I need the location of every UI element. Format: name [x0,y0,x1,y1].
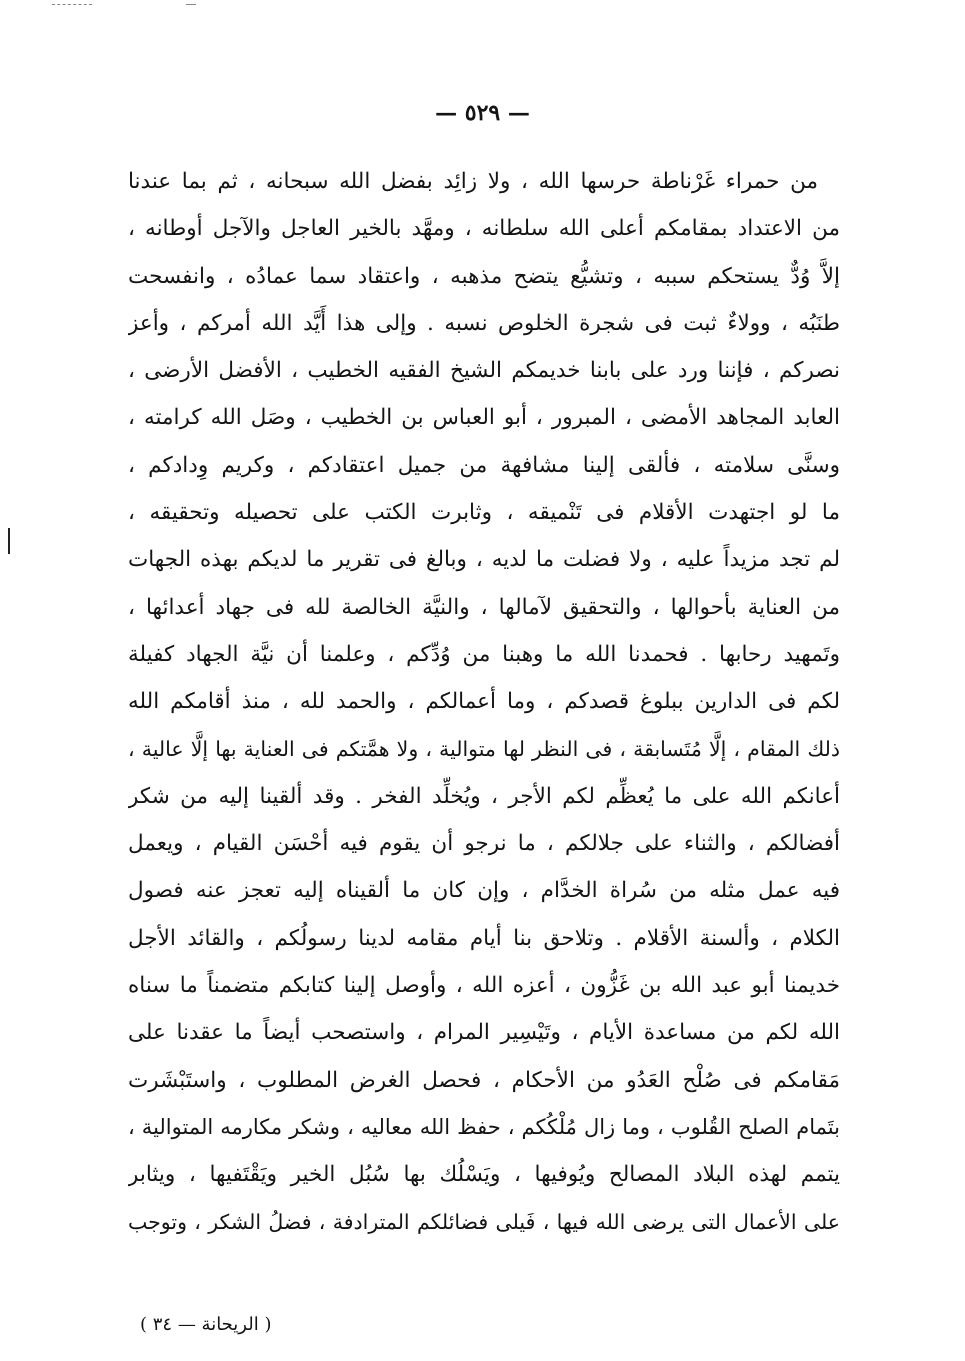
text-line: من الاعتداد بمقامكم أعلى الله سلطانه ، ومهَّد بالخير العاجل والآجل أوطانه ، [128,216,840,242]
text-line: فيه عمل مثله من سُراة الخدَّام ، وإن كان ما ألقيناه إليه تعجز عنه فصول [128,878,840,904]
text-line: خديمنا أبو عبد الله بن غَزُّون ، أعزه الله ، وأوصل إلينا كتابكم متضمناً ما سناه [128,973,840,999]
text-line: من حمراء غَرْناطة حرسها الله ، ولا زائِد بفضل الله سبحانه ، ثم بما عندنا [128,169,818,194]
scan-edge-mark-2 [186,4,196,5]
text-line: وسنَّى سلامته ، فألقى إلينا مشافهة من جميل اعتقادكم ، وكريم وِدادكم ، [128,452,840,478]
text-line: يتمم لهذه البلاد المصالح ويُوفيها ، ويَسْلُك بها سُبُل الخير ويَقْتَفيها ، ويثابر [128,1162,840,1188]
text-line: بتَمام الصلح القُلوب ، وما زال مُلْكُكم ، حفظ الله معاليه ، وشكر مكارمه المتوالية ، [128,1114,840,1139]
text-line: إلاَّ وُدٌّ يستحكم سببه ، وتشيُّع يتضح مذهبه ، واعتقاد سما عمادُه ، وانفسحت [128,263,840,289]
text-line: ما لو اجتهدت الأقلام فى تَنْميقه ، وثابرت الكتب على تحصيله وتحقيقه ، [128,500,840,526]
text-line: لم تجد مزيداً عليه ، ولا فضلت ما لديه ، وبالغ فى تقرير ما لديكم بهذه الجهات [128,547,840,573]
text-line: طنَبُه ، وولاءٌ ثبت فى شجرة الخلوص نسبه . وإلى هذا أَيَّد الله أمركم ، وأعز [128,310,840,336]
signature-mark: ( الريحانة — ٣٤ ) [140,1314,272,1335]
text-line: مَقامكم فى صُلْح العَدُو من الأحكام ، فحصل الغرض المطلوب ، واستَبْشَرت [128,1067,840,1093]
text-line: العابد المجاهد الأمضى ، المبرور ، أبو العباس بن الخطيب ، وصَل الله كرامته ، [128,405,840,431]
text-line: على الأعمال التى يرضى الله فيها ، فَيلى فضائلكم المترادفة ، فضلُ الشكر ، وتوجب [128,1209,840,1234]
text-line: لكم فى الدارين ببلوغ قصدكم ، وما أعمالكم ، والحمد لله ، منذ أقامكم الله [128,689,840,715]
margin-mark [8,528,10,554]
scan-edge-mark [52,4,92,5]
page-number: — ٥٢٩ — [435,100,530,126]
body-text [128,158,840,1246]
text-line: أعانكم الله على ما يُعظِّم لكم الأجر ، ويُخلِّد الفخر . وقد ألقينا إليه من شكر [128,783,840,809]
text-line: الله لكم من مساعدة الأيام ، وتَيْسِير المرام ، واستصحب أيضاً ما عقدنا على [128,1020,840,1046]
text-line: أفضالكم ، والثناء على جلالكم ، ما نرجو أن يقوم فيه أحْسَن القيام ، ويعمل [128,831,840,857]
text-line: الكلام ، وألسنة الأقلام . وتلاحق بنا أيام مقامه لدينا رسولُكم ، والقائد الأجل [128,925,840,951]
text-line: من العناية بأحوالها ، والتحقيق لآمالها ، والنيَّة الخالصة لله فى جهاد أعدائها ، [128,594,840,620]
text-line: وتَمهيد رحابها . فحمدنا الله ما وهبنا من وُدِّكم ، وعلمنا أن نيَّة الجهاد كفيلة [128,641,840,667]
text-line: نصركم ، فإننا ورد على بابنا خديمكم الشيخ الفقيه الخطيب ، الأفضل الأرضى ، [128,358,840,384]
text-line: ذلك المقام ، إلَّا مُتَسابقة ، فى النظر لها متوالية ، ولا همَّتكم فى العناية بها إلَّا عالية ، [128,736,840,761]
